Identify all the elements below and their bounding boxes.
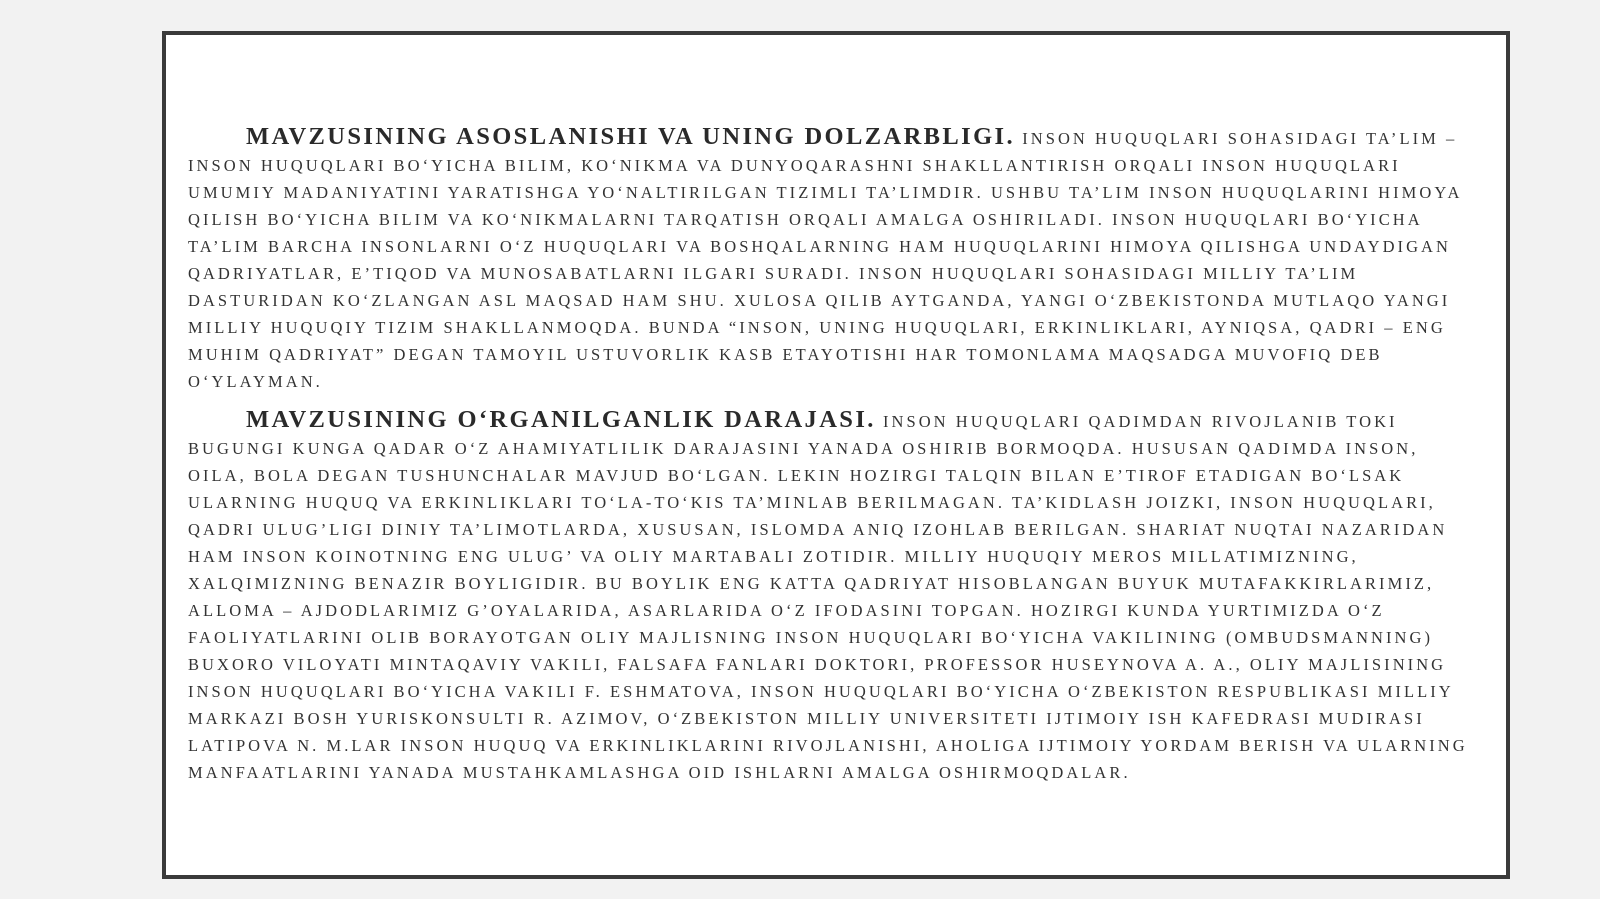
section-body-relevance: INSON HUQUQLARI SOHASIDAGI TA’LIM – INSON HUQUQLARI BO‘YICHA BILIM, KO‘NIKMA VA DUNYOQARASHNI SHAKLLANTIRISH ORQALI INSON HUQUQLARI UMUMIY MADANIYATINI YARATISHGA YO‘NALTIRILGAN TIZIMLI TA’LIMDIR. USHBU TA’LIM INSON HUQUQLARINI HIMOYA QILISH BO‘YICHA BILIM VA KO‘NIKMALARNI TARQATISH ORQALI AMALGA OSHIRILADI. INSON HUQUQLARI BO‘YICHA TA’LIM BARCHA INSONLARNI O‘Z HUQUQLARI VA BOSHQALARNING HAM HUQUQLARINI HIMOYA QILISHGA UNDAYDIGAN QADRIYATLAR, E’TIQOD VA MUNOSABATLARNI ILGARI SURADI. INSON HUQUQLARI SOHASIDAGI MILLIY TA’LIM DASTURIDAN KO‘ZLANGAN ASL MAQSAD HAM SHU. XULOSA QILIB AYTGANDA, YANGI O‘ZBEKISTONDA MUTLAQO YANGI MILLIY HUQUQIY TIZIM SHAKLLANMOQDA. BUNDA “INSON, UNING HUQUQLARI, ERKINLIKLARI, AYNIQSA, QADRI – ENG MUHIM QADRIYAT” DEGAN TAMOYIL USTUVORLIK KASB ETAYOTISHI HAR TOMONLAMA MAQSADGA MUVOFIQ DEB O‘YLAYMAN. [188, 129, 1462, 391]
section-heading-relevance: MAVZUSINING ASOSLANISHI VA UNING DOLZARBLIGI. [246, 123, 1016, 150]
section-paragraph-study-level [188, 406, 1478, 786]
slide-text-body [188, 123, 1478, 786]
section-heading-study-level: MAVZUSINING O‘RGANILGANLIK DARAJASI. [246, 406, 876, 433]
section-paragraph-relevance [188, 123, 1478, 395]
section-body-study-level: INSON HUQUQLARI QADIMDAN RIVOJLANIB TOKI BUGUNGI KUNGA QADAR O‘Z AHAMIYATLILIK DARAJASINI YANADA OSHIRIB BORMOQDA. HUSUSAN QADIMDA INSON, OILA, BOLA DEGAN TUSHUNCHALAR MAVJUD BO‘LGAN. LEKIN HOZIRGI TALQIN BILAN E’TIROF ETADIGAN BO‘LSAK ULARNING HUQUQ VA ERKINLIKLARI TO‘LA-TO‘KIS TA’MINLAB BERILMAGAN. TA’KIDLASH JOIZKI, INSON HUQUQLARI, QADRI ULUG’LIGI DINIY TA’LIMOTLARDA, XUSUSAN, ISLOMDA ANIQ IZOHLAB BERILGAN. SHARIAT NUQTAI NAZARIDAN HAM INSON KOINOTNING ENG ULUG’ VA OLIY MARTABALI ZOTIDIR. MILLIY HUQUQIY MEROS MILLATIMIZNING, XALQIMIZNING BENAZIR BOYLIGIDIR. BU BOYLIK ENG KATTA QADRIYAT HISOBLANGAN BUYUK MUTAFAKKIRLARIMIZ, ALLOMA – AJDODLARIMIZ G’OYALARIDA, ASARLARIDA O‘Z IFODASINI TOPGAN. HOZIRGI KUNDA YURTIMIZDA O‘Z FAOLIYATLARINI OLIB BORAYOTGAN OLIY MAJLISNING INSON HUQUQLARI BO‘YICHA VAKILINING (OMBUDSMANNING) BUXORO VILOYATI MINTAQAVIY VAKILI, FALSAFA FANLARI DOKTORI, PROFESSOR HUSEYNOVA A. A., OLIY MAJLISINING INSON HUQUQLARI BO‘YICHA VAKILI F. ESHMATOVA, INSON HUQUQLARI BO‘YICHA O‘ZBEKISTON RESPUBLIKASI MILLIY MARKAZI BOSH YURISKONSULTI R. AZIMOV, O‘ZBEKISTON MILLIY UNIVERSITETI IJTIMOIY ISH KAFEDRASI MUDIRASI LATIPOVA N. M.LAR INSON HUQUQ VA ERKINLIKLARINI RIVOJLANISHI, AHOLIGA IJTIMOIY YORDAM BERISH VA ULARNING MANFAATLARINI YANADA MUSTAHKAMLASHGA OID ISHLARNI AMALGA OSHIRMOQDALAR. [188, 412, 1468, 782]
slide-page [162, 31, 1510, 879]
